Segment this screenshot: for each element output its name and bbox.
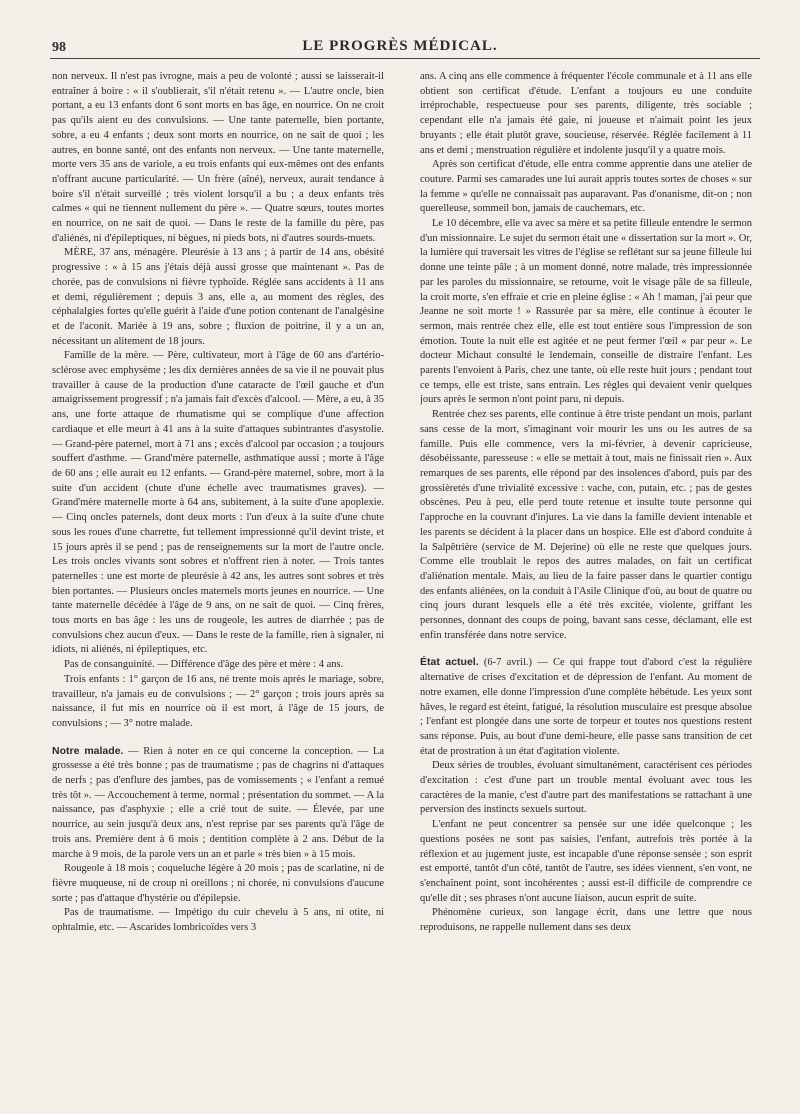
paragraph: Trois enfants : 1° garçon de 16 ans, né trente mois après le mariage, sobre, travailleur, n'a jamais eu de convulsions ; — 2° garçon ; trois jours après sa naissance, il fut mis en nourrice où il est mort, à l'âge de 15 jours, de convulsions ; — 3° notre malade. xyxy=(52,673,384,729)
right-column xyxy=(420,70,752,1106)
section-heading: Notre malade. xyxy=(52,744,124,757)
paragraph: L'enfant ne peut concentrer sa pensée sur une idée quelconque ; les questions posées ne sont pas saisies, l'enfant, autrefois très portée à la réflexion et au jugement juste, est incapable d'une réponse sensée ; son esprit est emporté, tantôt d'un côté, tantôt de l'autre, ses idées viennent, s'en vont, ne s'enchaînent point, sont incohérentes ; aussi est-il difficile de comprendre ce qu'elle dit ; ses phrases n'ont aucune liaison, aucun esprit de suite. xyxy=(420,819,752,904)
journal-title: LE PROGRÈS MÉDICAL. xyxy=(302,38,498,54)
paragraph: Le 10 décembre, elle va avec sa mère et sa petite filleule entendre le sermon d'un missionnaire. Le sujet du sermon était une « dissertation sur la mort ». Or, la lumière qui traversait les vitres de l'église se reflétant sur sa jeune filleule lui donne une teinte pâle ; à un moment donné, notre malade, très impressionnée par les paroles du missionnaire, se retourne, voit le visage pâle de sa filleule, la croit morte, s'en effraie et crie en pleine église : « Ah ! maman, j'ai peur que Jeanne ne soit morte ! » Rassurée par sa mère, elle continue à écouter le sermon, mais rentrée chez elle, elle est tout entière sous l'impression de son émotion. Toute la nuit elle est agitée et ne peut fermer l'œil « par peur ». Le docteur Michaut consulté le lendemain, conseille de distraire l'enfant. Les parents l'envoient à Paris, chez une tante, où elle reste huit jours ; pendant tout ce temps, elle est triste, sans entrain. Les règles qui devaient venir quelques jours après le sermon n'ont point paru, ni depuis. xyxy=(420,218,752,406)
paragraph: Phénomène curieux, son langage écrit, dans une lettre que nous reproduisons, ne rappelle nullement dans ses deux xyxy=(420,907,752,934)
paragraph: non nerveux. Il n'est pas ivrogne, mais a peu de volonté ; aussi se laisserait-il entraîner à boire : « il s'oublierait, s'il n'était retenu ». — L'autre oncle, bien portant, a eu 13 enfants dont 6 sont morts en bas âge, en nourrice. On ne croit pas qu'ils aient eu des convulsions. — Une tante paternelle, bien portante, sobre, a eu 4 enfants ; deux sont morts en nourrice, on ne sait de quoi ; les autres, en bonne santé, ont des enfants non nerveux. — Une tante maternelle, morte vers 35 ans de variole, a eu trois enfants qui eux-mêmes ont des enfants n'offrant aucune particularité. — Un frère (aîné), nerveux, aurait tendance à boire s'il n'était surveillé ; très violent lorsqu'il a bu ; a deux enfants très calmes « qui ne tiennent nullement du père ». — Quatre sœurs, toutes mortes en nourrice, on ne sait de quoi. — Dans le reste de la famille du père, pas d'aliénés, ni d'épileptiques, ni bègues, ni pieds bots, ni d'autres sourds-muets. xyxy=(52,71,384,244)
paragraph: Rougeole à 18 mois ; coqueluche légère à 20 mois ; pas de scarlatine, ni de fièvre muqueuse, ni de croup ni oreillons ; ni chorée, ni convulsions d'aucune sorte ; pas d'attaque d'hystérie ou d'épilepsie. xyxy=(52,863,384,904)
paragraph: Rentrée chez ses parents, elle continue à être triste pendant un mois, parlant sans cesse de la mort, s'imaginant voir mourir les uns ou les autres de sa famille. Puis elle commence, vers la mi-février, à devenir capricieuse, désobéissante, paresseuse : « elle se mettait à tout, mais ne finissait rien ». Aux remarques de ses parents, elle répond par des insolences d'abord, puis par des grossièretés d'une trivialité excessive : vache, con, putain, etc. ; pas de gestes obscènes. Peu à peu, elle perd toute retenue et insulte toute personne qui l'approche en la couvrant d'injures. La vie dans la famille devient intenable et les parents se décident à la placer dans un hospice. Elle est d'abord conduite à la Salpêtrière (service de M. Dejerine) où elle ne reste que quelques jours. Comme elle troublait le repos des autres malades, on fait un certificat d'aliénation mentale. Mais, au lieu de la faire passer dans le quartier contigu des enfants aliénées, on la conduit à l'Asile Clinique d'où, au bout de quatre ou cinq jours durant lesquels elle a été très excitée, violente, griffant les personnes, donnant des coups de poing, bavant sans cesse, déclamant, elle est enfin transférée dans notre service. xyxy=(420,409,752,641)
paragraph: Pas de traumatisme. — Impétigo du cuir chevelu à 5 ans, ni otite, ni ophtalmie, etc. — Ascarides lombricoïdes vers 3 xyxy=(52,907,384,934)
left-column xyxy=(52,70,384,1106)
paragraph: Après son certificat d'étude, elle entra comme apprentie dans une atelier de couture. Parmi ses camarades une lui aurait appris toutes sortes de choses « sur la femme » qu'elle ne connaissait pas auparavant. Pas d'onanisme, dit-on ; non querelleuse, sommeil bon, jamais de cauchemars, etc. xyxy=(420,159,752,215)
paragraph-text: — Rien à noter en ce qui concerne la conception. — La grossesse a été très bonne ; pas de traumatisme ; pas de chagrins ni d'attaques de nerfs ; pas d'enflure des jambes, pas de vomissements ; « l'enfant a remué très tôt ». — Accouchement à terme, normal ; présentation du sommet. — A la naissance, pas d'asphyxie ; elle a crié tout de suite. — Élevée, par une nourrice, au sein jusqu'à deux ans, n'est reprise par ses parents qu'à l'âge de trois ans. Première dent à 6 mois ; dentition complète à 2 ans. Début de la marche à 9 mois, de la parole vers un an et parle « très bien » à 15 mois. xyxy=(52,745,384,860)
paragraph: Pas de consanguinité. — Différence d'âge des père et mère : 4 ans. xyxy=(64,659,344,671)
page-number: 98 xyxy=(52,40,66,55)
section-heading: État actuel. xyxy=(420,656,479,669)
paragraph: MÈRE, 37 ans, ménagère. Pleurésie à 13 ans ; à partir de 14 ans, obésité progressive : « à 15 ans j'étais déjà aussi grosse que maintenant ». Pas de chorée, pas de convulsions ni fièvre typhoïde. Réglée sans accidents à 11 ans et demi, régulièrement ; depuis 3 ans, elle a, au moment des règles, des céphalalgies fortes qu'elle guérit à l'aide d'une potion contenant de l'analgésine et de l'aconit. Mariée à 19 ans, sobre ; fluxion de poitrine, il y a un an, nécessitant un alitement de 18 jours. xyxy=(52,247,384,347)
paragraph-text: (6-7 avril.) — Ce qui frappe tout d'abord c'est la régulière alternative de crises d'excitation et de dépression de l'enfant. Au moment de notre examen, elle donne l'impression d'une complète hébétude. Les yeux sont hâves, le regard est éteint, fatigué, la résolution musculaire est presque absolue ; l'enfant est plongée dans une sorte de torpeur et toutes nos questions restent sans réponse. Puis, au bout d'une demi-heure, elle passe sans transition de cet état de prostration à un état d'agitation violente. xyxy=(420,657,752,757)
paragraph: Famille de la mère. — Père, cultivateur, mort à l'âge de 60 ans d'artério-sclérose avec emphysème ; les dix dernières années de sa vie il ne pouvait plus travailler à cause de la production d'une cataracte de l'œil gauche et d'un amaigrissement progressif ; n'a jamais fait d'excès d'alcool. — Mère, a eu, à 35 ans, une forte attaque de rhumatisme qui se complique d'une affection cardiaque et elle meurt à 41 ans à la suite d'attaques subintrantes d'asystolie. — Grand-père paternel, mort à 71 ans ; excès d'alcool par occasion ; a toujours souffert d'asthme. — Grand'mère paternelle, asthmatique aussi ; morte à l'âge de 60 ans ; elle aurait eu 12 enfants. — Grand-père maternel, sobre, mort à la suite d'un accident (chute d'une échelle avec traumatismes graves). — Grand'mère maternelle morte à 64 ans, subitement, à la suite d'une apoplexie. — Cinq oncles paternels, dont deux morts : l'un d'eux à la suite d'une chute sous les roues d'une charrette, fut tellement impressionné qu'il devint triste, et 15 jours après il se pend ; pas de renseignements sur la mort de l'autre oncle. Les trois oncles vivants sont sobres et n'offrent rien à noter. — Trois tantes paternelles : une est morte de pleurésie à 42 ans, les autres sont sobres et très bien portantes. — Plusieurs oncles maternels morts jeunes en nourrice. — Une tante maternelle décédée à l'âge de 9 ans, on ne sait de quoi. — Cinq frères, tous morts en bas âge : les uns de rougeole, les autres de diarrhée ; pas de convulsions chez aucun d'eux. — Dans le reste de la famille, rien à signaler, ni idiots, ni aliénés, ni épileptiques, etc. xyxy=(52,350,384,656)
paragraph: Deux séries de troubles, évoluant simultanément, caractérisent ces périodes d'excitation : c'est d'une part un trouble mental évoluant avec tous les caractères de la manie, c'est d'autre part des manifestations se rattachant à une perversion des instincts sexuels surtout. xyxy=(420,760,752,816)
paragraph: ans. A cinq ans elle commence à fréquenter l'école communale et à 11 ans elle obtient son certificat d'étude. L'enfant a toujours eu une conduite irréprochable, respectueuse pour ses parents, diligente, très sociable ; cependant elle n'a jamais été gaie, ni joueuse et n'aimait point les jeux bruyants ; elle était plutôt grave, soucieuse, réservée. Réglée facilement à 11 ans et demi ; menstruation régulière et indolente jusqu'il y a quatre mois. xyxy=(420,71,752,156)
header-rule xyxy=(50,58,760,59)
